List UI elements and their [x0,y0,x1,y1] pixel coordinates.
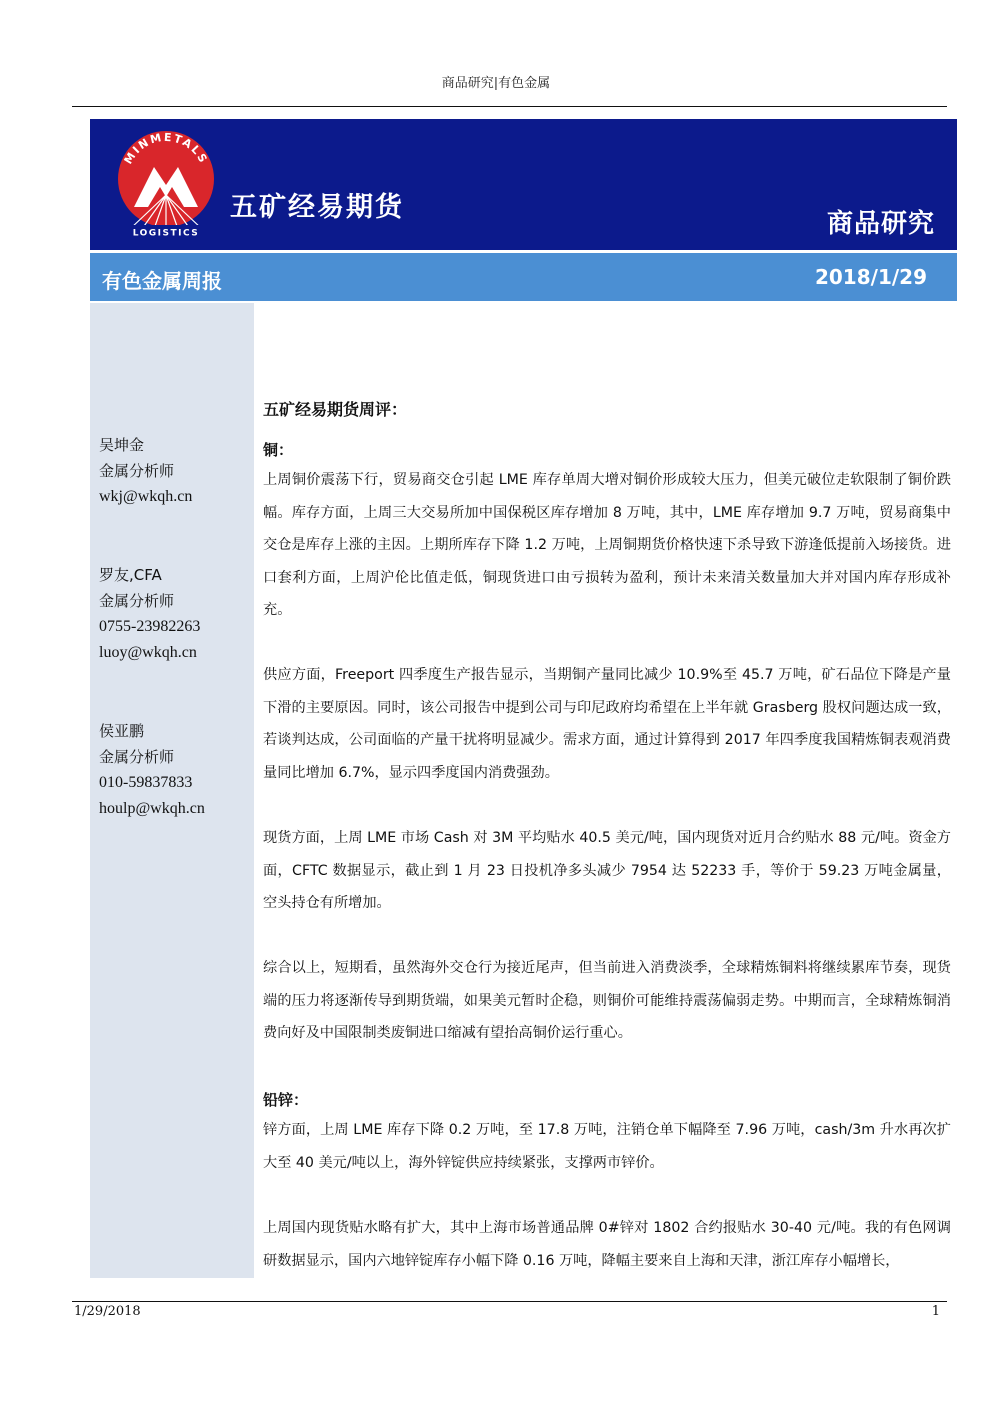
copper-paragraph-spot: 现货方面，上周 LME 市场 Cash 对 3M 平均贴水 40.5 美元/吨，国内现货对近月合约贴水 88 元/吨。资金方面，CFTC 数据显示，截止到 1 月 23 日投机净多头减少 7954 达 52233 手，等价于 59.23 万吨金属量，空头持仓有所增加。 [263,830,951,911]
section-heading: 五矿经易期货周评： [263,400,408,419]
analyst-card [99,718,205,822]
report-category: 商品研究 [826,209,935,239]
page-number: 1 [931,1304,940,1319]
analyst-role: 金属分析师 [99,462,175,480]
copper-heading: 铜： [263,441,294,459]
analyst-email[interactable]: houlp@wkqh.cn [99,800,205,817]
minmetals-logo [114,129,218,239]
analyst-name: 罗友,CFA [99,566,162,584]
header-divider [72,106,947,107]
analyst-name: 吴坤金 [99,436,145,454]
footer-date: 1/29/2018 [74,1304,141,1319]
analyst-card [99,432,192,510]
footer-divider [72,1301,947,1302]
report-date: 2018/1/29 [814,265,927,289]
svg-text:LOGISTICS: LOGISTICS [132,228,200,239]
running-header: 商品研究|有色金属 [441,76,551,91]
zinc-paragraph-lme: 锌方面，上周 LME 库存下降 0.2 万吨，至 17.8 万吨，注销仓单下幅降至 7.96 万吨，cash/3m 升水再次扩大至 40 美元/吨以上，海外锌锭供应持续紧张，支撑两市锌价。 [263,1122,951,1171]
zinc-paragraph-spot: 上周国内现货贴水略有扩大，其中上海市场普通品牌 0#锌对 1802 合约报贴水 30-40 元/吨。我的有色网调研数据显示，国内六地锌锭库存小幅下降 0.16 万吨，降幅主要来自上海和天津，浙江库存小幅增长， [263,1220,951,1269]
analyst-email[interactable]: wkj@wkqh.cn [99,488,193,505]
report-title-bar [90,253,957,301]
analyst-email[interactable]: luoy@wkqh.cn [99,644,197,661]
analyst-role: 金属分析师 [99,592,175,610]
analyst-phone: 010-59837833 [99,774,193,791]
copper-paragraph-summary: 综合以上，短期看，虽然海外交仓行为接近尾声，但当前进入消费淡季，全球精炼铜料将继续累库节奏，现货端的压力将逐渐传导到期货端，如果美元暂时企稳，则铜价可能维持震荡偏弱走势。中期而言，全球精炼铜消费向好及中国限制类废铜进口缩减有望抬高铜价运行重心。 [263,960,951,1041]
report-title: 有色金属周报 [102,269,222,293]
analyst-card [99,562,200,666]
analyst-sidebar [90,303,254,1278]
brand-banner [90,119,957,250]
copper-paragraph-supply: 供应方面，Freeport 四季度生产报告显示，当期铜产量同比减少 10.9%至 45.7 万吨，矿石品位下降是产量下滑的主要原因。同时，该公司报告中提到公司与印尼政府均希望在上半年就 Grasberg 股权问题达成一致，若谈判达成，公司面临的产量干扰将明显减少。需求方面，通过计算得到 2017 年四季度我国精炼铜表观消费量同比增加 6.7%，显示四季度国内消费强劲。 [263,667,951,781]
svg-text:MINMETALS: MINMETALS [121,130,211,167]
analyst-phone: 0755-23982263 [99,618,201,635]
copper-paragraph-inventory: 上周铜价震荡下行，贸易商交仓引起 LME 库存单周大增对铜价形成较大压力，但美元破位走软限制了铜价跌幅。库存方面，上周三大交易所加中国保税区库存增加 8 万吨，其中，LME 库存增加 9.7 万吨，贸易商集中交仓是库存上涨的主因。上期所库存下降 1.2 万吨，上周铜期货价格快速下杀导致下游逢低提前入场接货。进口套利方面，上周沪伦比值走低，铜现货进口由亏损转为盈利，预计未来清关数量加大并对国内库存形成补充。 [263,472,951,618]
leadzinc-heading: 铅锌： [263,1091,309,1109]
company-name: 五矿经易期货 [230,192,404,223]
analyst-role: 金属分析师 [99,748,175,766]
analyst-name: 侯亚鹏 [99,722,145,740]
